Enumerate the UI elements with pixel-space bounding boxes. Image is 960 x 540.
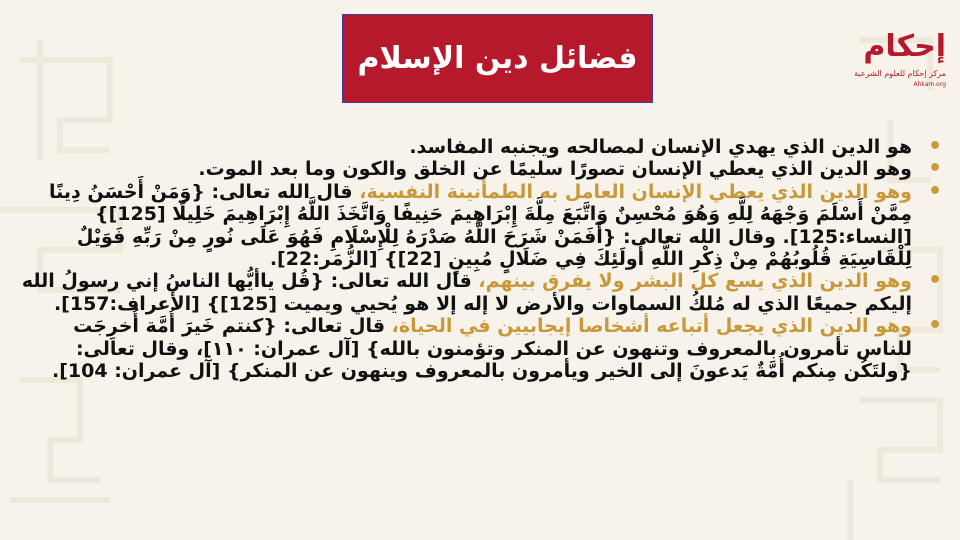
logo-subtitle: مركز إحكام للعلوم الشرعية — [854, 69, 946, 78]
item-highlight: وهو الدين الذي يجعل أتباعه أشخاصا إيجابيين في الحياة، — [391, 315, 912, 338]
item-highlight: وهو الدين الذي يسع كل البشر ولا يفرق بينهم، — [478, 270, 912, 293]
item-text: قال الله تعالى: {وَمَنْ أَحْسَنُ دِينًا مِمَّنْ أَسْلَمَ وَجْهَهُ لِلَّهِ وَهُوَ مُحْسِنٌ وَاتَّبَعَ مِلَّةَ إِبْرَاهِيمَ حَنِيفًا وَاتَّخَذَ اللَّهُ إِبْرَاهِيمَ خَلِيلًا [125]} [النساء:125]. وقال الله تعالى: {أَفَمَنْ شَرَحَ اللَّهُ صَدْرَهُ لِلْإِسْلَامِ فَهُوَ عَلَى نُورٍ مِنْ رَبِّهِ فَوَيْلٌ لِلْقَاسِيَةِ قُلُوبُهُمْ مِنْ ذِكْرِ اللَّهِ أُولَئِكَ فِي ضَلَالٍ مُبِينٍ [22]} [الزُّمَر:22]. — [49, 180, 912, 271]
list-item — [14, 178, 942, 271]
bullet-list — [14, 134, 942, 383]
item-text: قال تعالى: {كنتم خَيرَ أُمَّة أُخرِجَت للناس تأمرون بالمعروف وتنهون عن المنكر وتؤمنون بالله} [آل عمران: ١١٠]، وقال تعالى: {ولتَكُن مِنكم أُمَّةٌ يَدعونَ إلى الخير ويأمرون بالمعروف وينهون عن المنكر} [آل عمران: 104]. — [52, 315, 912, 383]
logo — [848, 26, 952, 96]
list-item — [14, 268, 942, 315]
list-item — [14, 156, 942, 182]
item-text: وهو الدين الذي يعطي الإنسان تصورًا سليمًا عن الخلق والكون وما بعد الموت. — [198, 158, 912, 181]
list-item — [14, 134, 942, 159]
bullet-icon: • — [927, 178, 942, 204]
bullet-icon: • — [927, 313, 942, 339]
bullet-icon: • — [927, 134, 942, 159]
slide-title: فضائل دين الإسلام — [342, 14, 653, 103]
item-highlight: وهو الدين الذي يعطي الإنسان العامل به الطمأنينة النفسية، — [359, 180, 912, 203]
item-text: قال الله تعالى: {قُل ياأيُّها الناسُ إني رسولُ الله إليكم جميعًا الذي له مُلكُ السماوات والأرض لا إله إلا هو يُحيي ويميت [125]} [الأعراف:157]. — [21, 270, 912, 315]
bullet-icon: • — [927, 268, 942, 294]
logo-wordmark: إحكام — [863, 29, 946, 64]
list-item — [14, 313, 942, 383]
item-text: هو الدين الذي يهدي الإنسان لمصالحه ويجنبه المفاسد. — [409, 136, 912, 158]
logo-url: Ahkam.org — [913, 81, 946, 88]
bullet-icon: • — [927, 156, 942, 182]
